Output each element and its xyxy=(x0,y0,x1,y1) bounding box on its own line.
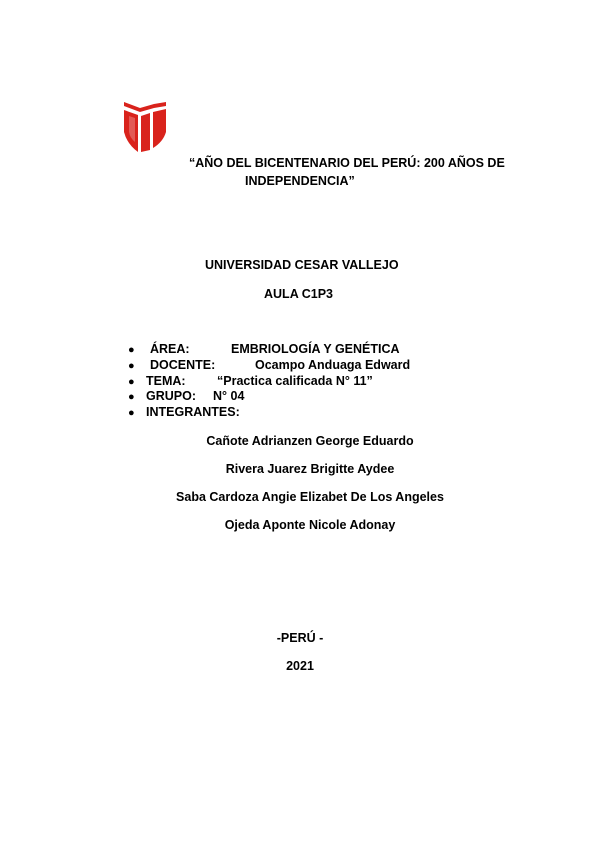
commemorative-year-line-1: “AÑO DEL BICENTENARIO DEL PERÚ: 200 AÑOS DE xyxy=(189,156,505,170)
bullet-icon: ● xyxy=(128,391,135,403)
classroom-label: AULA C1P3 xyxy=(264,287,333,301)
member-name: Saba Cardoza Angie Elizabet De Los Angeles xyxy=(176,490,444,504)
university-logo-icon xyxy=(124,102,166,152)
docente-value: Ocampo Anduaga Edward xyxy=(255,358,411,372)
integrantes-label: INTEGRANTES: xyxy=(146,405,240,419)
country-label: -PERÚ - xyxy=(276,631,324,645)
area-label: ÁREA: xyxy=(150,342,190,356)
year-label: 2021 xyxy=(286,659,314,673)
area-value: EMBRIOLOGÍA Y GENÉTICA xyxy=(231,342,400,356)
bullet-icon: ● xyxy=(128,376,135,388)
docente-label: DOCENTE: xyxy=(150,358,216,372)
grupo-value: N° 04 xyxy=(213,389,245,403)
university-name: UNIVERSIDAD CESAR VALLEJO xyxy=(205,258,399,272)
grupo-label: GRUPO: xyxy=(146,389,196,403)
member-name: Rivera Juarez Brigitte Aydee xyxy=(225,462,395,476)
tema-label: TEMA: xyxy=(146,374,186,388)
bullet-icon: ● xyxy=(128,360,135,372)
member-name: Cañote Adrianzen George Eduardo xyxy=(206,434,414,448)
bullet-icon: ● xyxy=(128,407,135,419)
tema-value: “Practica calificada N° 11” xyxy=(217,374,373,388)
commemorative-year-line-2: INDEPENDENCIA” xyxy=(245,174,355,188)
bullet-icon: ● xyxy=(128,344,135,356)
member-name: Ojeda Aponte Nicole Adonay xyxy=(224,518,396,532)
